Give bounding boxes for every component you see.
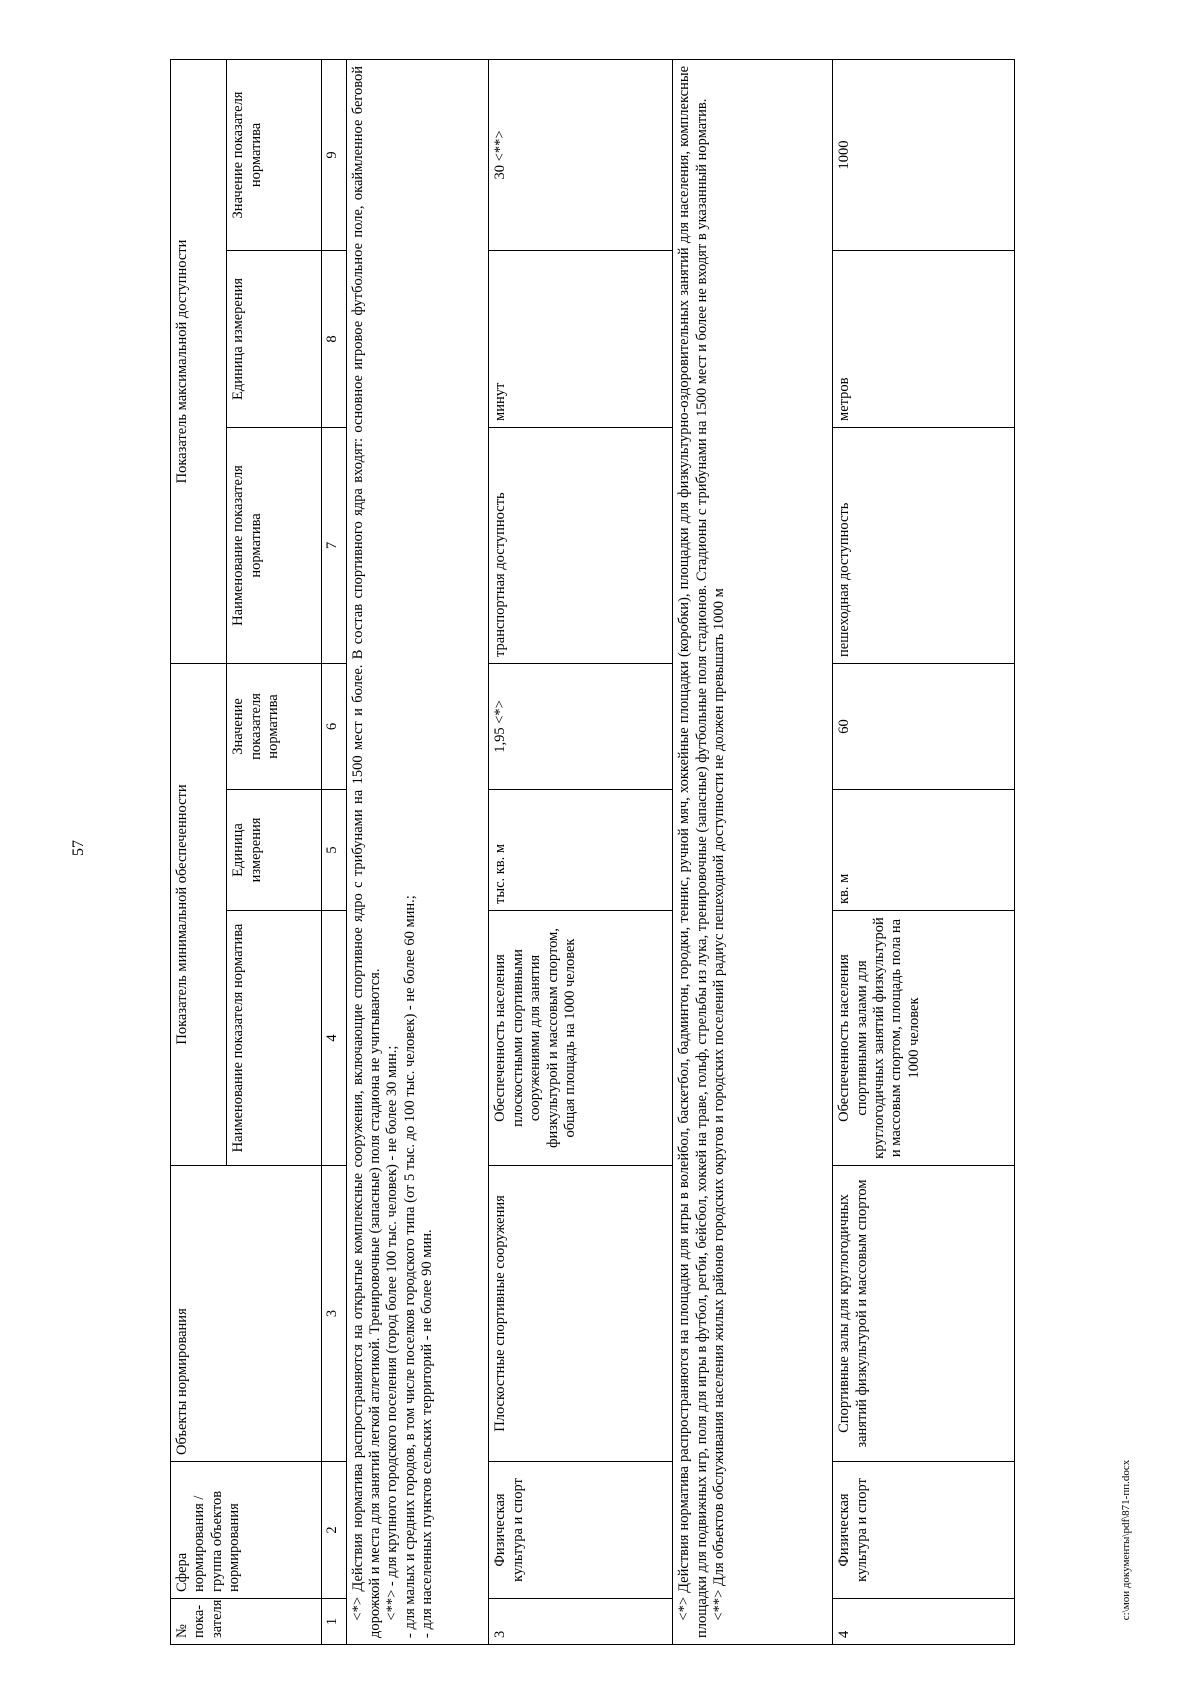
header-max-name: Наименование показателя норматива: [227, 427, 322, 663]
row-sphere: Физическая культура и спорт: [833, 1462, 1015, 1599]
column-number: 4: [322, 911, 346, 1166]
column-number: 6: [322, 663, 346, 789]
row-max-unit: минут: [489, 250, 673, 427]
column-number: 3: [322, 1166, 346, 1462]
note-text: <*> Действия норматива распространяются на площадки для игры в волейбол, баскетбол, бадминтон, городки, теннис, ручной мяч, хоккейные площадки (коробки), площадки для физкультурно-оздоровительных занятий для населения, комплексные площадки для подвижных игр, поля для игры в футбол, регби, бейсбол, хоккей на траве, гольф, стрельбы из лука, тренировочные (запасные) футбольные поля стадионов. Стадионы с трибунами на 1500 мест и более не входят в указанный норматив.: [676, 65, 710, 1638]
column-number: 9: [322, 59, 346, 250]
page-number: 57: [70, 840, 87, 856]
row-min-name: Обеспеченность населения спортивными залами для круглогодичных занятий физкультурой и массовым спортом, площадь пола на 1000 человек: [833, 911, 1015, 1166]
row-max-name: пешеходная доступность: [833, 427, 1015, 663]
column-number: 5: [322, 790, 346, 911]
norms-table: [170, 59, 1015, 1645]
row-min-name: Обеспеченность населения плоскостными спортивными сооружениями для занятия физкультурой и массовым спортом, общая площадь на 1000 человек: [489, 911, 673, 1166]
row-object: Плоскостные спортивные сооружения: [489, 1166, 673, 1462]
header-min-name: Наименование показателя норматива: [227, 911, 322, 1166]
note-text: <**> Для объектов обслуживания населения жилых районов городских округов и городских поселений радиус пешеходной доступности не должен превышать 1000 м: [710, 588, 727, 1621]
column-number: 2: [322, 1462, 346, 1599]
header-min-unit: Единица измерения: [227, 790, 322, 911]
norms-table-container: [170, 60, 1015, 1645]
column-number: 1: [322, 1599, 346, 1645]
note-text: <*> Действия норматива распространяются на открытые комплексные сооружения, включающие спортивное ядро с трибунами на 1500 мест и более. В состав спортивного ядра входят: основное игровое футбольное поле, окаймленное беговой дорожкой и места для занятий легкой атлетикой. Тренировочные (запасные) поля стадиона не учитываются.: [349, 65, 383, 1638]
header-max-accessibility: Показатель максимальной доступности: [171, 59, 227, 663]
column-number: 7: [322, 427, 346, 663]
row-max-value: 1000: [833, 59, 1015, 250]
column-number: 8: [322, 250, 346, 427]
row-max-value: 30 <**>: [489, 59, 673, 250]
header-min-provision: Показатель минимальной обеспеченности: [171, 663, 227, 1165]
footer-file-path: c:\мои документы\pdf\871-пп.docx: [1120, 1459, 1132, 1621]
header-number: № пока-зателя: [171, 1599, 322, 1645]
row-min-unit: кв. м: [833, 790, 1015, 911]
header-objects: Объекты нормирования: [171, 1166, 322, 1462]
row-object: Спортивные залы для круглогодичных занятий физкультурой и массовым спортом: [833, 1166, 1015, 1462]
sports-grounds-norm-note: [673, 59, 833, 1644]
header-max-value: Значение показателя норматива: [227, 59, 322, 250]
row-min-value: 60: [833, 663, 1015, 789]
row-sphere: Физическая культура и спорт: [489, 1462, 673, 1599]
note-text: - для малых и средних городов, в том числе поселков городского типа (от 5 тыс. до 100 тыс. человек) - не более 60 мин.;: [401, 895, 418, 1638]
row-min-value: 1,95 <*>: [489, 663, 673, 789]
row-max-name: транспортная доступность: [489, 427, 673, 663]
row-max-unit: метров: [833, 250, 1015, 427]
note-text: <**> - для крупного городского поселения (город более 100 тыс. человек) - не более 30 мин.;: [384, 1045, 401, 1621]
stadium-norm-note: [346, 59, 489, 1644]
row-number: 3: [489, 1599, 673, 1645]
row-number: 4: [833, 1599, 1015, 1645]
note-text: - для населенных пунктов сельских территорий - не более 90 мин.: [419, 1229, 436, 1638]
header-max-unit: Единица измерения: [227, 250, 322, 427]
row-min-unit: тыс. кв. м: [489, 790, 673, 911]
header-min-value: Значение показателя норматива: [227, 663, 322, 789]
header-sphere: Сфера нормирования / группа объектов нормирования: [171, 1462, 322, 1599]
